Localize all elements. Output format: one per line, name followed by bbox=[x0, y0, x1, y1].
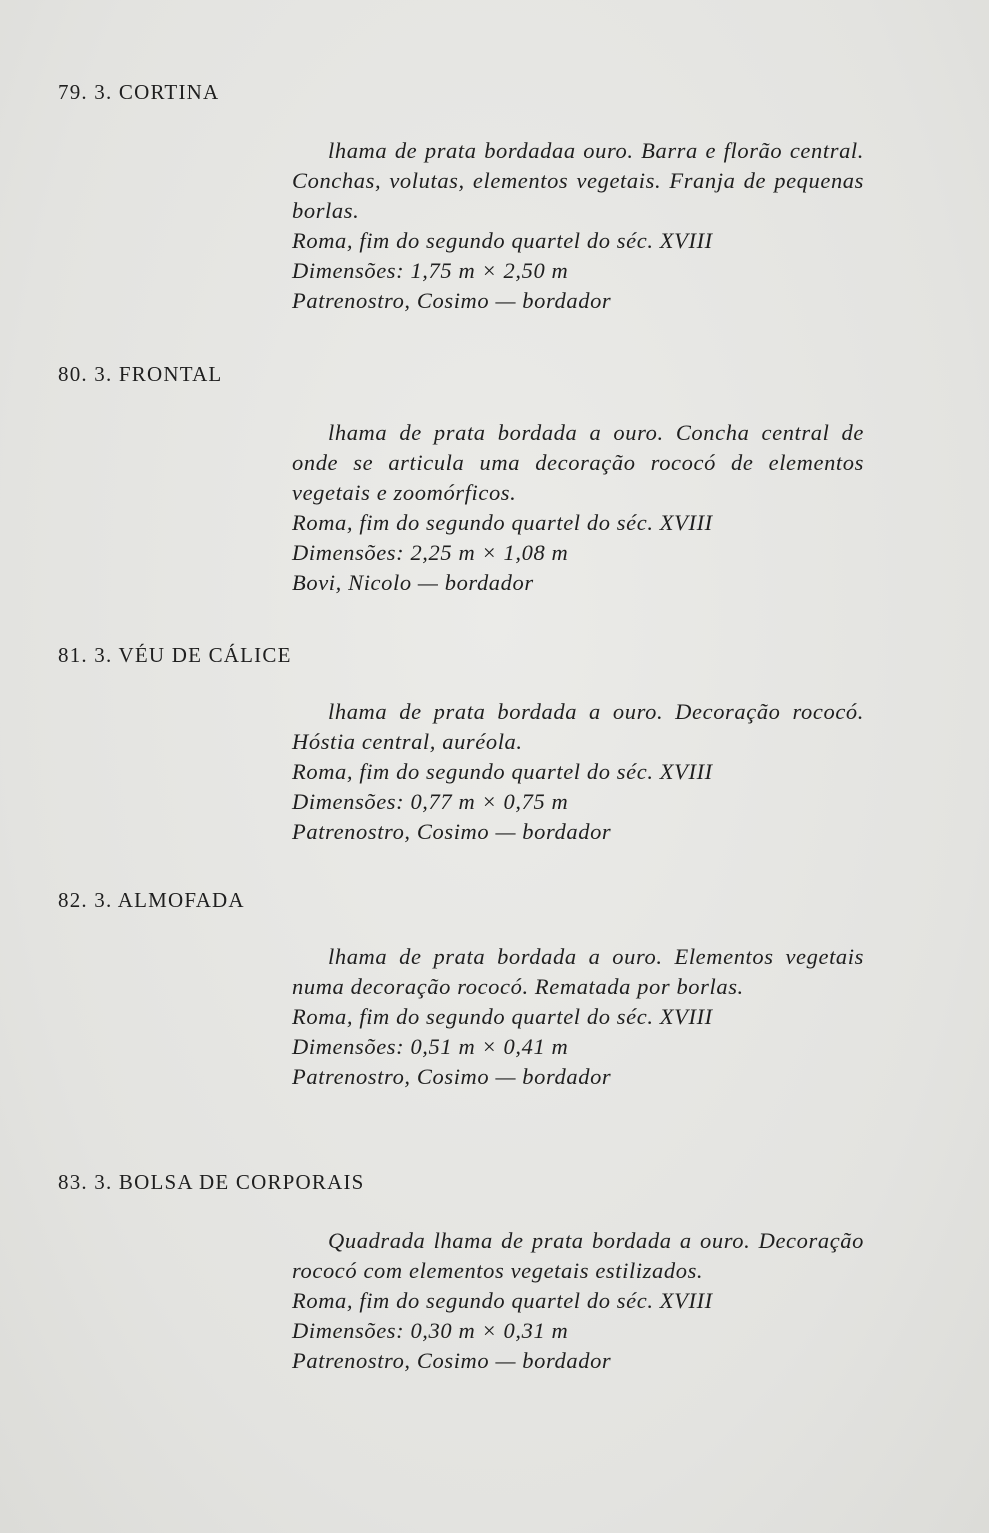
entry-body bbox=[292, 697, 864, 847]
entry-body bbox=[292, 136, 864, 316]
entry-description: lhama de prata bordadaa ouro. Barra e florão central. Conchas, volutas, elementos vegetais. Franja de pequenas borlas. bbox=[292, 138, 864, 223]
entry-dimensions: Dimensões: 2,25 m × 1,08 m bbox=[292, 540, 569, 565]
entry-origin: Roma, fim do segundo quartel do séc. XVIII bbox=[292, 759, 713, 784]
entry-maker: Patrenostro, Cosimo — bordador bbox=[292, 1348, 612, 1373]
entry-dimensions: Dimensões: 0,51 m × 0,41 m bbox=[292, 1034, 569, 1059]
entry-body bbox=[292, 942, 864, 1092]
entry-heading: 79. 3. CORTINA bbox=[58, 80, 220, 104]
entry-heading: 80. 3. FRONTAL bbox=[58, 362, 223, 386]
entry-origin: Roma, fim do segundo quartel do séc. XVIII bbox=[292, 228, 713, 253]
entry-maker: Patrenostro, Cosimo — bordador bbox=[292, 1064, 612, 1089]
entry-body bbox=[292, 1226, 864, 1376]
entry-dimensions: Dimensões: 0,30 m × 0,31 m bbox=[292, 1318, 569, 1343]
entry-maker: Patrenostro, Cosimo — bordador bbox=[292, 288, 612, 313]
entry-description: lhama de prata bordada a ouro. Concha central de onde se articula uma decoração rococó de elementos vegetais e zoomórficos. bbox=[292, 420, 864, 505]
entry-origin: Roma, fim do segundo quartel do séc. XVIII bbox=[292, 1004, 713, 1029]
entry-description: Quadrada lhama de prata bordada a ouro. Decoração rococó com elementos vegetais estilizados. bbox=[292, 1228, 864, 1283]
entry-dimensions: Dimensões: 1,75 m × 2,50 m bbox=[292, 258, 569, 283]
entry-maker: Patrenostro, Cosimo — bordador bbox=[292, 819, 612, 844]
entry-heading: 81. 3. VÉU DE CÁLICE bbox=[58, 643, 292, 667]
entry-description: lhama de prata bordada a ouro. Decoração rococó. Hóstia central, auréola. bbox=[292, 699, 864, 754]
entry-body bbox=[292, 418, 864, 598]
entry-description: lhama de prata bordada a ouro. Elementos vegetais numa decoração rococó. Rematada por borlas. bbox=[292, 944, 864, 999]
entry-maker: Bovi, Nicolo — bordador bbox=[292, 570, 534, 595]
entry-dimensions: Dimensões: 0,77 m × 0,75 m bbox=[292, 789, 569, 814]
entry-origin: Roma, fim do segundo quartel do séc. XVIII bbox=[292, 1288, 713, 1313]
entry-heading: 82. 3. ALMOFADA bbox=[58, 888, 245, 912]
entry-heading: 83. 3. BOLSA DE CORPORAIS bbox=[58, 1170, 365, 1194]
entry-origin: Roma, fim do segundo quartel do séc. XVIII bbox=[292, 510, 713, 535]
